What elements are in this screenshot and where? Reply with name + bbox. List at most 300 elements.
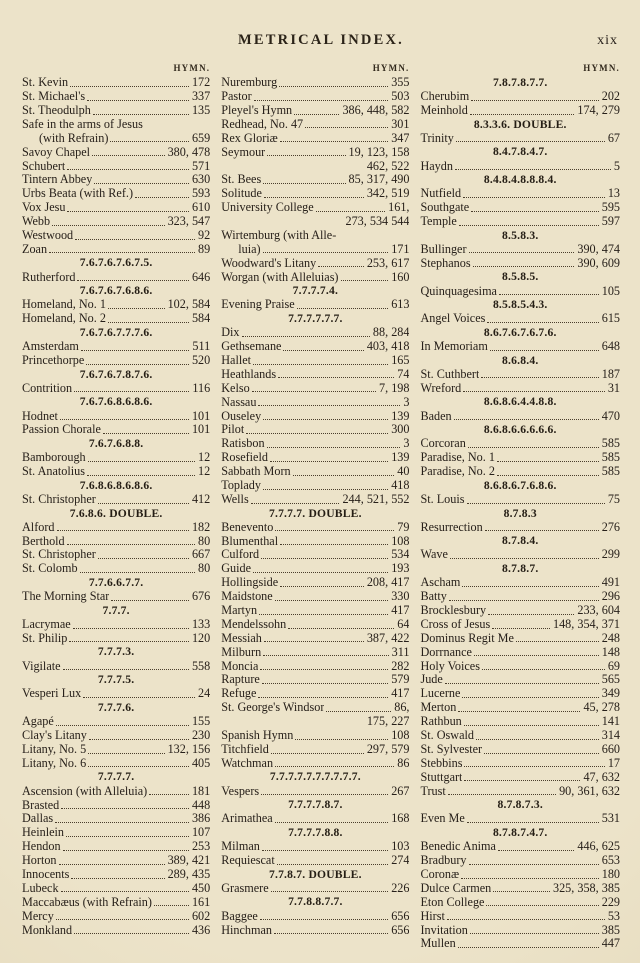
meter-section-heading: 7.6.7.6.7.6.7.5. <box>79 256 153 270</box>
dot-leader <box>463 197 605 198</box>
hymn-number: 314 <box>601 728 620 743</box>
index-entry <box>420 409 620 423</box>
hymn-number: 585 <box>601 450 620 465</box>
index-entry <box>221 659 409 673</box>
entry-name: Bradbury <box>420 854 467 868</box>
dot-leader <box>294 114 339 115</box>
index-entry <box>221 645 409 659</box>
dot-leader <box>154 905 189 906</box>
index-entry <box>420 895 620 909</box>
meter-section-heading: 7.7.7.5. <box>97 673 135 687</box>
hymn-number: 64 <box>397 617 410 631</box>
hymn-number: 161 <box>191 895 211 909</box>
meter-section-heading: 7.6.7.6.8.8. <box>88 437 144 451</box>
hymn-number: 520 <box>191 353 211 367</box>
entry-name: Guide <box>221 562 252 576</box>
index-entry <box>420 784 620 798</box>
index-entry <box>221 520 409 534</box>
dot-leader <box>87 100 189 101</box>
entry-name: Nutfield <box>420 187 462 201</box>
entry-name: Dorrnance <box>420 645 472 659</box>
entry-name: Hirst <box>420 909 445 923</box>
hymn-number: 565 <box>601 673 620 687</box>
meter-section-heading: 7.7.7.7.8.7. <box>288 798 343 812</box>
entry-name: Passion Chorale <box>22 423 101 437</box>
hymn-number: 244, 521, 552 <box>342 492 410 506</box>
index-entry <box>420 715 620 729</box>
index-entry <box>420 90 620 104</box>
index-entry <box>420 632 620 646</box>
index-entry <box>420 243 620 257</box>
entry-number-continuation <box>221 215 409 229</box>
entry-name: Seymour <box>221 145 266 159</box>
entry-name: St. Oswald <box>420 729 474 743</box>
index-entry <box>420 493 620 507</box>
entry-name: Paradise, No. 2 <box>420 465 495 479</box>
index-entry <box>221 576 409 590</box>
dot-leader <box>258 405 400 406</box>
hymn-number: 67 <box>607 131 620 145</box>
index-entry <box>22 562 210 576</box>
meter-section-heading: 8.4.7.8.4.7. <box>492 145 548 159</box>
dot-leader <box>74 933 189 934</box>
entry-name: Corcoran <box>420 437 466 451</box>
entry-name: Rosefield <box>221 451 268 465</box>
index-entry <box>221 381 409 395</box>
index-entry <box>420 256 620 270</box>
index-entry <box>420 923 620 937</box>
hymn-number: 86 <box>397 756 410 770</box>
dot-leader <box>67 544 195 545</box>
entry-name: Culford <box>221 548 260 562</box>
dot-leader <box>263 489 388 490</box>
entry-name: Cherubim <box>420 90 470 104</box>
index-entry <box>221 757 409 771</box>
hymn-number: 446, 625 <box>577 839 620 854</box>
entry-name: Mendelssohn <box>221 617 287 631</box>
index-entry-continuation <box>22 131 210 145</box>
entry-name: Amsterdam <box>22 340 79 354</box>
hymn-number: 503 <box>391 89 410 104</box>
entry-name: Even Me <box>420 812 465 826</box>
dot-leader <box>473 266 575 267</box>
index-entry <box>22 687 210 701</box>
dot-leader <box>61 808 189 809</box>
dot-leader <box>253 572 388 573</box>
hymn-number: 390, 474 <box>577 242 620 256</box>
entry-name: Titchfield <box>221 742 269 756</box>
meter-section-heading: 7.7.8.7. DOUBLE. <box>268 867 362 881</box>
entry-name: In Memoriam <box>420 340 488 354</box>
dot-leader <box>485 530 599 531</box>
dot-leader <box>88 753 164 754</box>
index-entry <box>420 937 620 951</box>
meter-section-heading: 8.7.8.3 <box>503 506 537 520</box>
index-entry <box>22 757 210 771</box>
entry-name: Southgate <box>420 201 470 215</box>
hymn-number: 105 <box>601 284 620 298</box>
hymn-number: 412 <box>191 492 211 506</box>
index-entry <box>22 840 210 854</box>
index-entry <box>420 604 620 618</box>
hymn-number: 597 <box>601 214 620 229</box>
entry-name: Gethsemane <box>221 340 282 354</box>
index-entry <box>221 784 409 798</box>
hymn-number: 24 <box>198 687 211 701</box>
index-entry <box>22 173 210 187</box>
index-entry <box>420 687 620 701</box>
dot-leader <box>497 475 599 476</box>
entry-name: St. Philip <box>22 631 68 645</box>
entry-name: Maidstone <box>221 590 273 604</box>
entry-name: Grasmere <box>221 881 269 895</box>
dot-leader <box>462 697 598 698</box>
hymn-number: 101 <box>191 409 211 423</box>
index-entry <box>22 298 210 312</box>
hymn-number: 311 <box>391 645 410 659</box>
hymn-number: 148, 354, 371 <box>552 617 620 631</box>
dot-leader <box>471 100 599 101</box>
entry-name: (with Refrain) <box>39 131 109 145</box>
hymn-number: 187 <box>601 367 620 381</box>
dot-leader <box>63 669 189 670</box>
index-entry <box>221 104 409 118</box>
dot-leader <box>305 127 388 128</box>
dot-leader <box>275 600 389 601</box>
hymn-number: 88, 284 <box>372 325 410 340</box>
hymn-number: 296 <box>601 589 620 604</box>
index-entry <box>22 632 210 646</box>
hymn-number: 5 <box>613 159 620 173</box>
meter-section-heading: 7.7.7.7.4. <box>292 284 339 298</box>
entry-name: Ascension (with Alleluia) <box>22 784 148 798</box>
index-entry <box>420 618 620 632</box>
hymn-number: 585 <box>601 464 620 479</box>
hymn-number: 267 <box>391 784 410 798</box>
dot-leader <box>262 850 388 851</box>
entry-name: Mercy <box>22 909 54 923</box>
dot-leader <box>89 739 189 740</box>
index-entry <box>221 187 409 201</box>
entry-name: Pastor <box>221 90 252 104</box>
index-entry <box>221 201 409 215</box>
hymn-number: 79 <box>397 520 410 534</box>
entry-name: Cross of Jesus <box>420 617 491 631</box>
dot-leader <box>263 252 389 253</box>
dot-leader <box>83 697 195 698</box>
dot-leader <box>280 586 364 587</box>
index-entry <box>22 784 210 798</box>
entry-name: Trinity <box>420 131 454 145</box>
hymn-number: 120 <box>191 631 211 645</box>
index-entry-wrap <box>221 229 409 243</box>
hymn-number: 390, 609 <box>577 256 620 270</box>
entry-name: Nuremburg <box>221 76 278 90</box>
entry-name: Mullen <box>420 937 456 951</box>
index-entry <box>221 812 409 826</box>
hymn-number: 74 <box>397 367 410 381</box>
hymn-number: 253 <box>191 839 211 854</box>
entry-number-continuation <box>221 715 409 729</box>
dot-leader <box>275 822 389 823</box>
hymn-number: 610 <box>191 200 211 215</box>
dot-leader <box>52 225 164 226</box>
meter-section-heading: 8.5.8.3. <box>502 228 539 242</box>
index-entry <box>221 354 409 368</box>
entry-name: Trust <box>420 784 446 798</box>
entry-name: St. George's Windsor <box>221 701 325 715</box>
index-entry <box>221 437 409 451</box>
dot-leader <box>490 350 599 351</box>
dot-leader <box>487 322 598 323</box>
meter-section-heading: 7.7.7.6. <box>97 700 135 714</box>
index-entry <box>221 131 409 145</box>
hymn-number: 101 <box>191 423 211 437</box>
meter-section-heading: 8.6.8.4. <box>502 353 539 367</box>
index-entry <box>22 229 210 243</box>
entry-name: Solitude <box>221 187 262 201</box>
dot-leader <box>87 475 195 476</box>
meter-section-heading: 8.6.8.6.4.4.8.8. <box>483 395 557 409</box>
hymn-number: 531 <box>601 812 620 826</box>
index-entry <box>221 270 409 284</box>
dot-leader <box>135 197 189 198</box>
hymn-number: 297, 579 <box>366 742 410 756</box>
index-entry <box>22 201 210 215</box>
entry-name: Resurrection <box>420 520 483 534</box>
meter-section-heading: 7.7.7. <box>102 603 130 617</box>
dot-leader <box>450 558 599 559</box>
dot-leader <box>484 753 599 754</box>
index-entry <box>420 465 620 479</box>
meter-section-heading: 7.7.8.8.7.7. <box>288 895 343 909</box>
dot-leader <box>448 794 556 795</box>
hymn-number: 289, 435 <box>167 867 211 881</box>
hymn-number: 141 <box>601 714 620 729</box>
entry-name: Arimathea <box>221 812 273 826</box>
hymn-number: 139 <box>391 409 410 423</box>
dot-leader <box>98 503 189 504</box>
index-entry <box>22 312 210 326</box>
entry-name: Benedic Anima <box>420 840 496 854</box>
entry-name: St. Cuthbert <box>420 367 480 381</box>
dot-leader <box>60 419 189 420</box>
hymn-number: 380, 478 <box>167 145 211 159</box>
index-entry <box>420 520 620 534</box>
dot-leader <box>49 252 195 253</box>
dot-leader <box>73 628 189 629</box>
index-entry <box>420 340 620 354</box>
entry-name: Sabbath Morn <box>221 465 291 479</box>
index-entry <box>420 812 620 826</box>
hymn-number: 248 <box>601 631 620 645</box>
dot-leader <box>459 225 599 226</box>
meter-section-heading: 7.7.6.6.7.7. <box>88 575 144 589</box>
dot-leader <box>271 753 364 754</box>
entry-name: Urbs Beata (with Ref.) <box>22 187 134 201</box>
entry-name: Worgan (with Alleluias) <box>221 270 339 284</box>
dot-leader <box>86 364 189 365</box>
hymn-number: 90, 361, 632 <box>559 784 620 798</box>
entry-name: Horton <box>22 854 57 868</box>
dot-leader <box>498 850 574 851</box>
dot-leader <box>77 280 188 281</box>
index-entry <box>22 76 210 90</box>
hymn-number: 135 <box>191 103 211 117</box>
hymn-number: 182 <box>191 520 211 534</box>
index-entry <box>22 381 210 395</box>
dot-leader <box>274 933 388 934</box>
index-entry <box>22 354 210 368</box>
dot-leader <box>251 503 340 504</box>
index-entry <box>221 604 409 618</box>
entry-name: Blumenthal <box>221 534 279 548</box>
hymn-number: 75 <box>607 492 620 506</box>
meter-section-heading: 8.3.3.6. DOUBLE. <box>473 117 567 131</box>
entry-name: Contrition <box>22 381 73 395</box>
dot-leader <box>455 169 611 170</box>
dot-leader <box>318 266 364 267</box>
entry-name: Berthold <box>22 534 65 548</box>
index-entry <box>221 687 409 701</box>
entry-name: Spanish Hymn <box>221 729 294 743</box>
entry-name: Brasted <box>22 798 60 812</box>
dot-leader <box>278 377 394 378</box>
dot-leader <box>67 211 189 212</box>
meter-section-heading: 7.8.7.8.7.7. <box>492 75 548 89</box>
dot-leader <box>447 919 605 920</box>
dot-leader <box>260 919 388 920</box>
index-entry <box>22 90 210 104</box>
entry-name: Messiah <box>221 631 262 645</box>
meter-section-heading: 7.7.7.7.7.7.7.7.7.7. <box>269 770 361 784</box>
hymn-number: 7, 198 <box>379 381 410 395</box>
index-column <box>22 62 210 951</box>
index-entry <box>420 868 620 882</box>
entry-name: Milman <box>221 840 260 854</box>
entry-name: Maccabæus (with Refrain) <box>22 895 152 909</box>
index-entry <box>22 826 210 840</box>
dot-leader <box>63 850 189 851</box>
hymn-number: 274 <box>391 853 410 868</box>
index-entry <box>221 298 409 312</box>
entry-name: Hollingside <box>221 576 279 590</box>
hymn-number: 148 <box>601 645 620 659</box>
entry-name: Dallas <box>22 812 54 826</box>
dot-leader <box>270 461 388 462</box>
hymn-number: 174, 279 <box>577 103 620 117</box>
dot-leader <box>486 905 598 906</box>
entry-name: St. Bees <box>221 173 262 187</box>
dot-leader <box>252 391 376 392</box>
dot-leader <box>467 822 599 823</box>
dot-leader <box>471 211 599 212</box>
index-entry <box>420 770 620 784</box>
dot-leader <box>59 864 165 865</box>
dot-leader <box>80 572 196 573</box>
index-entry <box>22 729 210 743</box>
index-entry <box>221 145 409 159</box>
dot-leader <box>69 641 189 642</box>
index-entry <box>22 743 210 757</box>
hymn-number: 202 <box>601 89 620 104</box>
entry-name: Paradise, No. 1 <box>420 451 495 465</box>
dot-leader <box>103 433 189 434</box>
dot-leader <box>74 391 189 392</box>
hymn-number: 45, 278 <box>583 700 620 715</box>
entry-name: Alford <box>22 520 55 534</box>
hymn-number: 418 <box>391 478 410 493</box>
entry-name: Haydn <box>420 159 453 173</box>
entry-name: Hallet <box>221 354 252 367</box>
hymn-number: 172 <box>191 75 211 90</box>
index-entry <box>22 909 210 923</box>
entry-name: Dominus Regit Me <box>420 631 514 645</box>
page-number: xix <box>597 33 618 48</box>
entry-name: Merton <box>420 701 457 715</box>
entry-name: Martyn <box>221 604 258 618</box>
dot-leader <box>258 697 388 698</box>
hymn-number: 116 <box>192 381 211 395</box>
entry-name: Agapé <box>22 715 54 729</box>
hymn-number: 450 <box>191 881 211 895</box>
dot-leader <box>488 614 574 615</box>
column-hymn-header: HYMN. <box>173 63 211 73</box>
entry-name: Meinhold <box>420 103 468 117</box>
dot-leader <box>88 461 195 462</box>
hymn-number: 584 <box>191 312 211 326</box>
hymn-number: 323, 547 <box>167 214 211 229</box>
hymn-number: 92 <box>198 228 211 242</box>
index-entry <box>22 520 210 534</box>
hymn-number: 89 <box>198 242 211 256</box>
dot-leader <box>149 794 189 795</box>
dot-leader <box>75 239 195 240</box>
dot-leader <box>259 614 388 615</box>
entry-name: St. Christopher <box>22 492 96 506</box>
hymn-number: 386 <box>191 812 211 826</box>
dot-leader <box>497 461 599 462</box>
dot-leader <box>341 280 389 281</box>
dot-leader <box>449 600 599 601</box>
index-entry <box>221 256 409 270</box>
index-entry <box>221 90 409 104</box>
index-entry <box>221 854 409 868</box>
dot-leader <box>57 530 189 531</box>
index-entry <box>420 312 620 326</box>
index-entry <box>221 923 409 937</box>
dot-leader <box>71 878 164 879</box>
hymn-number: 630 <box>191 173 211 187</box>
index-entry <box>221 673 409 687</box>
meter-section-heading: 7.6.7.6.8.6.8.6. <box>79 395 153 409</box>
hymn-number: 273, 534 544 <box>345 214 410 229</box>
hymn-number: 585 <box>601 437 620 451</box>
hymn-number: 102, 584 <box>167 298 211 312</box>
hymn-number: 462, 522 <box>366 159 410 173</box>
meter-section-heading: 7.7.7.3. <box>97 645 135 659</box>
hymn-number: 347 <box>391 131 410 145</box>
entry-name: Hinchman <box>221 923 273 937</box>
meter-section-heading: 8.6.7.6.7.6.7.6. <box>483 325 557 339</box>
hymn-number: 385 <box>601 923 620 937</box>
index-entry <box>420 659 620 673</box>
index-entry <box>22 465 210 479</box>
meter-section-heading: 8.6.8.6.7.6.8.6. <box>483 478 557 492</box>
meter-section-heading: 7.7.7.7. <box>97 770 135 784</box>
entry-name: Watchman <box>221 756 274 770</box>
dot-leader <box>267 155 345 156</box>
